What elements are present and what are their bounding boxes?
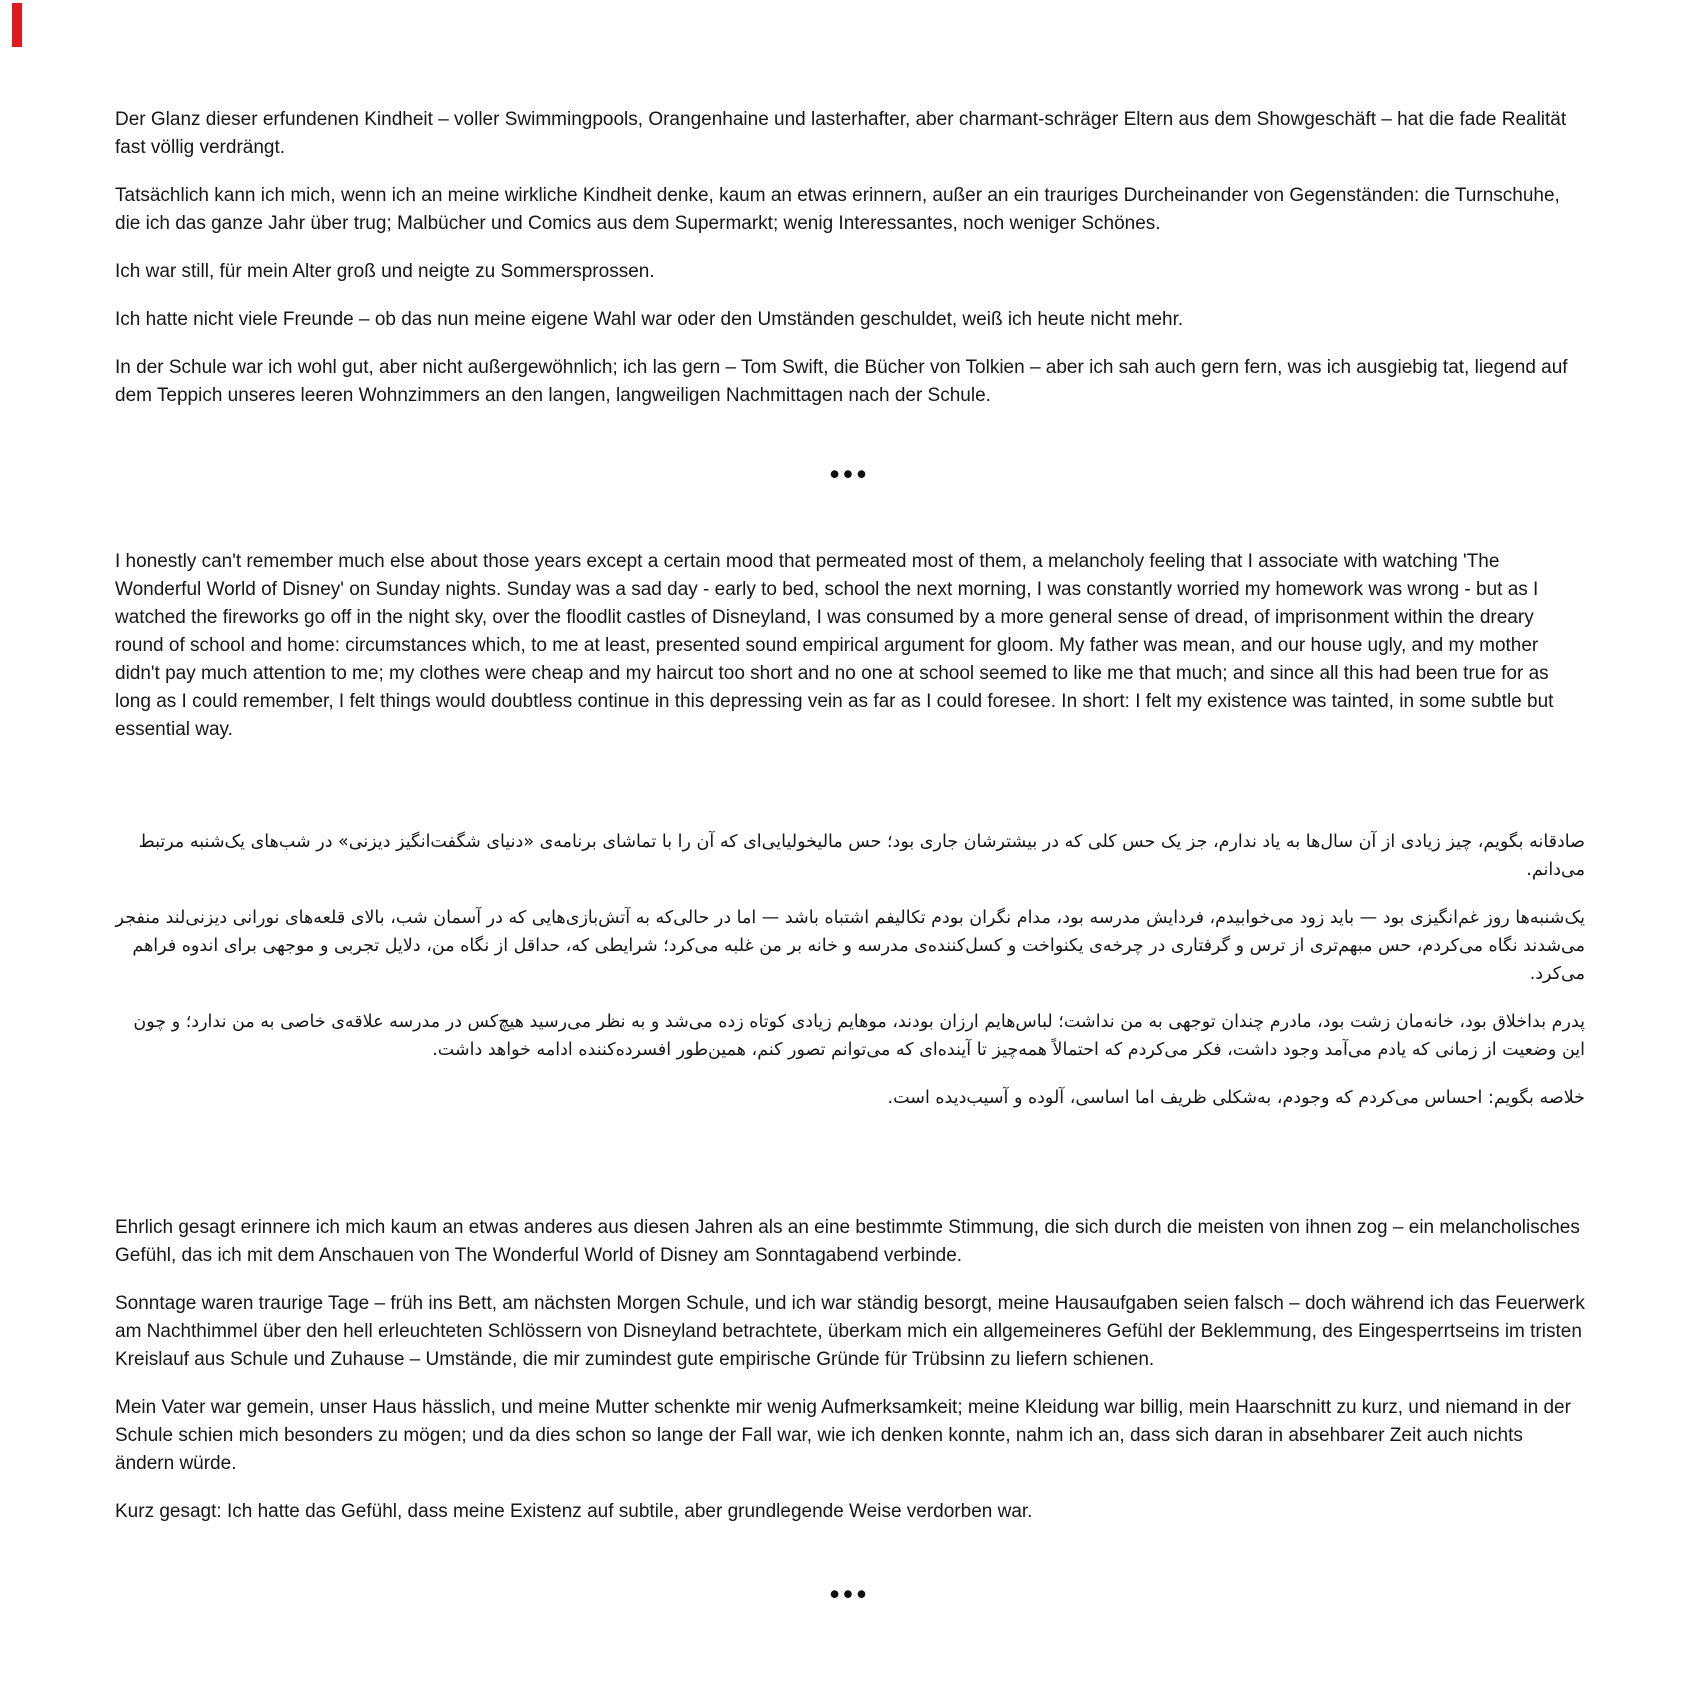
english-paragraph: I honestly can't remember much else about those years except a certain mood that permeated most of them, a melancholy feeling that I associate with watching 'The Wonderful World of Disney' on Sunday nights. Sunday was a sad day - early to bed, school the next morning, I was constantly worried my homework was wrong - but as I watched the fireworks go off in the night sky, over the floodlit castles of Disneyland, I was consumed by a more general sense of dread, of imprisonment within the dreary round of school and home: circumstances which, to me at least, presented sound empirical argument for gloom. My father was mean, and our house ugly, and my mother didn't pay much attention to me; my clothes were cheap and my haircut too short and no one at school seemed to like me that much; and since all this had been true for as long as I could remember, I felt things would doubtless continue in this depressing vein as far as I could foresee. In short: I felt my existence was tainted, in some subtle but essential way. (115, 551, 1554, 740)
persian-paragraph-4: خلاصه بگویم: احساس می‌کردم که وجودم، به‌شکلی ظریف اما اساسی، آلوده و آسیب‌دیده است. (887, 1088, 1585, 1108)
german-intro-paragraph-3: Ich war still, für mein Alter groß und neigte zu Sommersprossen. (115, 261, 655, 282)
section-separator-dots: ••• (829, 1579, 871, 1609)
german-translation-paragraph-2: Sonntage waren traurige Tage – früh ins Bett, am nächsten Morgen Schule, und ich war ständig besorgt, meine Hausaufgaben seien falsch – doch während ich das Feuerwerk am Nachthimmel über den hell erleuchteten Schlössern von Disneyland betrachtete, überkam mich ein allgemeineres Gefühl der Beklemmung, des Eingesperrtseins im tristen Kreislauf aus Schule und Zuhause – Umstände, die mir zumindest gute empirische Gründe für Trübsinn zu liefern schienen. (115, 1293, 1585, 1370)
red-annotation-mark (12, 3, 22, 47)
german-intro-paragraph-4: Ich hatte nicht viele Freunde – ob das nun meine eigene Wahl war oder den Umständen geschuldet, weiß ich heute nicht mehr. (115, 309, 1184, 330)
german-intro-paragraph-5: In der Schule war ich wohl gut, aber nicht außergewöhnlich; ich las gern – Tom Swift, die Bücher von Tolkien – aber ich sah auch gern fern, was ich ausgiebig tat, liegend auf dem Teppich unseres leeren Wohnzimmers an den langen, langweiligen Nachmittagen nach der Schule. (115, 357, 1568, 406)
german-translation-paragraph-3: Mein Vater war gemein, unser Haus hässlich, und meine Mutter schenkte mir wenig Aufmerksamkeit; meine Kleidung war billig, mein Haarschnitt zu kurz, und niemand in der Schule schien mich besonders zu mögen; und da dies schon so lange der Fall war, wie ich denken konnte, nahm ich an, dass sich daran in absehbarer Zeit auch nichts ändern würde. (115, 1397, 1571, 1474)
section-separator-dots: ••• (829, 459, 871, 489)
german-intro-paragraph-2: Tatsächlich kann ich mich, wenn ich an meine wirkliche Kindheit denke, kaum an etwas erinnern, außer an ein trauriges Durcheinander von Gegenständen: die Turnschuhe, die ich das ganze Jahr über trug; Malbücher und Comics aus dem Supermarkt; wenig Interessantes, noch weniger Schönes. (115, 185, 1560, 234)
persian-section (115, 828, 1585, 1112)
german-translation-paragraph-1: Ehrlich gesagt erinnere ich mich kaum an etwas anderes aus diesen Jahren als an eine bestimmte Stimmung, die sich durch die meisten von ihnen zog – ein melancholisches Gefühl, das ich mit dem Anschauen von The Wonderful World of Disney am Sonntagabend verbinde. (115, 1217, 1580, 1266)
english-section (115, 548, 1585, 744)
persian-paragraph-3: پدرم بداخلاق بود، خانه‌مان زشت بود، مادرم چندان توجهی به من نداشت؛ لباس‌هایم ارزان بودند، موهایم زیادی کوتاه زده می‌شد و به نظر می‌رسید هیچ‌کس در مدرسه علاقه‌ی خاصی به من ندارد؛ و چون این وضعیت از زمانی که یادم می‌آمد وجود داشت، فکر می‌کردم که احتمالاً همه‌چیز تا آینده‌ای که می‌توانم تصور کنم، همین‌طور افسرده‌کننده ادامه خواهد داشت. (133, 1012, 1585, 1060)
german-intro-section (115, 106, 1585, 410)
persian-paragraph-1: صادقانه بگویم، چیز زیادی از آن سال‌ها به یاد ندارم، جز یک حس کلی که در بیشترشان جاری بود؛ حس مالیخولیایی‌ای که آن را با تماشای برنامه‌ی «دنیای شگفت‌انگیز دیزنی» در شب‌های یک‌شنبه مرتبط می‌دانم. (138, 832, 1585, 880)
persian-paragraph-2: یک‌شنبه‌ها روز غم‌انگیزی بود — باید زود می‌خوابیدم، فردایش مدرسه بود، مدام نگران بودم تکالیفم اشتباه باشد — اما در حالی‌که به آتش‌بازی‌هایی که در آسمان شب، بالای قلعه‌های نورانی دیزنی‌لند منفجر می‌شدند نگاه می‌کردم، حس مبهم‌تری از ترس و گرفتاری در چرخه‌ی یکنواخت و کسل‌کننده‌ی مدرسه و خانه بر من غلبه می‌کرد؛ شرایطی که، حداقل از نگاه من، دلایل تجربی و موجهی برای اندوه فراهم می‌کرد. (115, 908, 1585, 984)
german-translation-section (115, 1214, 1585, 1526)
german-translation-paragraph-4: Kurz gesagt: Ich hatte das Gefühl, dass meine Existenz auf subtile, aber grundlegende Weise verdorben war. (115, 1501, 1033, 1522)
german-intro-paragraph-1: Der Glanz dieser erfundenen Kindheit – voller Swimmingpools, Orangenhaine und lasterhafter, aber charmant-schräger Eltern aus dem Showgeschäft – hat die fade Realität fast völlig verdrängt. (115, 109, 1567, 158)
